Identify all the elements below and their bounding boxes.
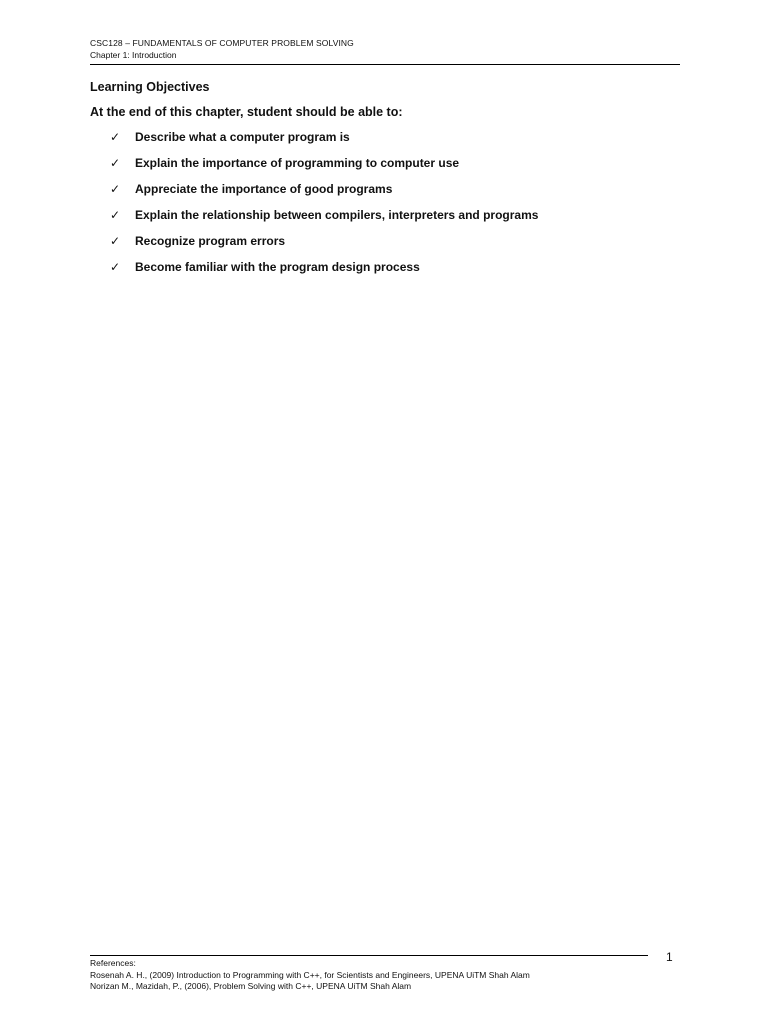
objective-text: Describe what a computer program is xyxy=(135,130,350,144)
page-header xyxy=(90,37,680,61)
objectives-list xyxy=(110,129,538,285)
page-number: 1 xyxy=(666,950,673,964)
list-item xyxy=(110,259,538,285)
checkmark-icon: ✓ xyxy=(110,130,121,144)
objective-text: Recognize program errors xyxy=(135,234,286,248)
checkmark-icon: ✓ xyxy=(110,208,121,222)
checkmark-icon: ✓ xyxy=(110,182,121,196)
checkmark-icon: ✓ xyxy=(110,156,121,170)
checkmark-icon: ✓ xyxy=(110,260,121,274)
list-item xyxy=(110,155,538,181)
checkmark-icon: ✓ xyxy=(110,234,121,248)
objective-text: Explain the relationship between compilers, interpreters and programs xyxy=(135,208,539,222)
footer-divider xyxy=(90,955,648,956)
list-item xyxy=(110,129,538,155)
section-heading: Learning Objectives xyxy=(90,80,210,94)
chapter-title: Chapter 1: Introduction xyxy=(90,50,177,60)
list-item xyxy=(110,181,538,207)
reference-entry: Norizan M., Mazidah, P., (2006), Problem Solving with C++, UPENA UiTM Shah Alam xyxy=(90,981,412,991)
objective-text: Appreciate the importance of good programs xyxy=(135,182,393,196)
header-divider xyxy=(90,64,680,65)
intro-text: At the end of this chapter, student should be able to: xyxy=(90,105,403,119)
references-label: References: xyxy=(90,958,136,968)
objective-text: Become familiar with the program design process xyxy=(135,260,420,274)
objective-text: Explain the importance of programming to computer use xyxy=(135,156,460,170)
list-item xyxy=(110,233,538,259)
reference-entry: Rosenah A. H., (2009) Introduction to Programming with C++, for Scientists and Engineers, UPENA UiTM Shah Alam xyxy=(90,969,530,980)
list-item xyxy=(110,207,538,233)
references-block xyxy=(90,958,530,993)
course-title: CSC128 – FUNDAMENTALS OF COMPUTER PROBLEM SOLVING xyxy=(90,38,354,48)
